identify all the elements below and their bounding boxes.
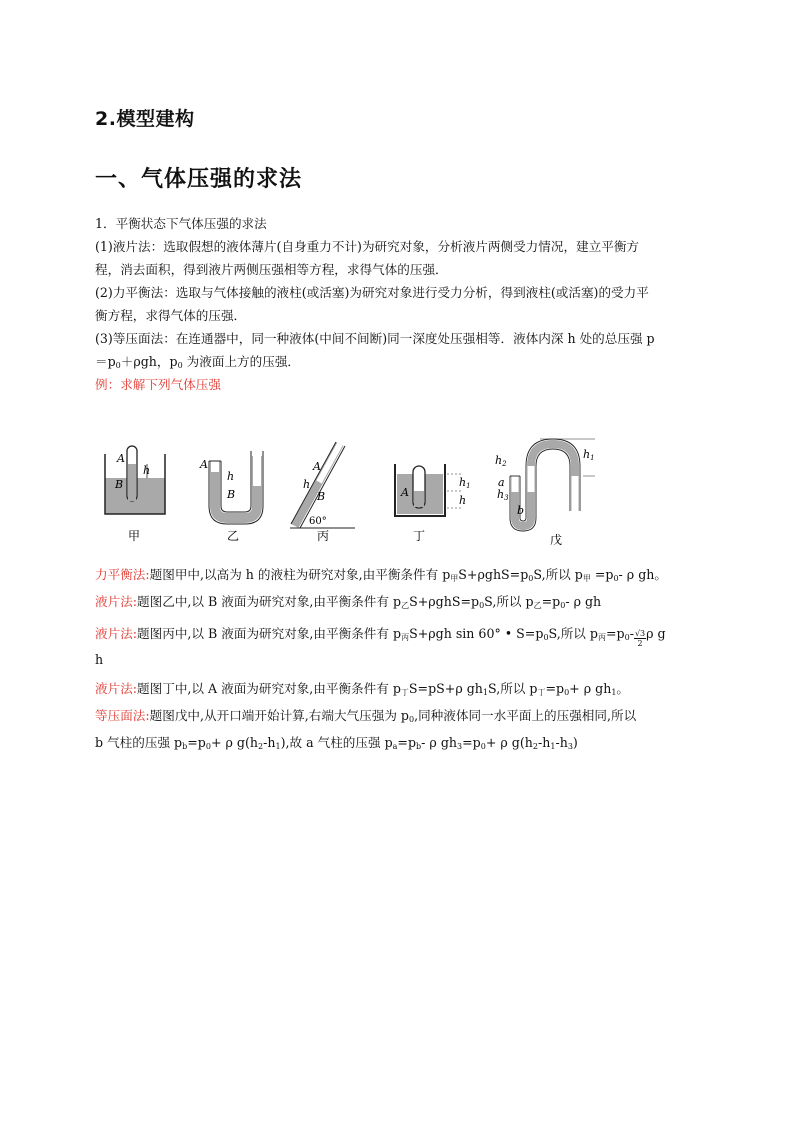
jia-label-b: B xyxy=(115,478,124,491)
figure-bing xyxy=(290,442,355,543)
heading-model-construction: 2.模型建构 xyxy=(95,108,195,130)
jia-caption: 甲 xyxy=(128,529,141,543)
bing-label-angle: 60° xyxy=(309,516,327,527)
figure-ding xyxy=(395,464,471,543)
solution-yi: 液片法:题图乙中,以 B 液面为研究对象,由平衡条件有 $p_乙S+\rho ghS=p_0S$,所以 $p_乙=p_0-$ ρ gh xyxy=(95,594,602,610)
bing-caption: 丙 xyxy=(317,529,330,543)
wu-label-a: a xyxy=(498,476,505,489)
ding-label-h1: h1 xyxy=(459,476,471,490)
wu-label-h1: h1 xyxy=(583,448,595,462)
solution-bing-line2: h xyxy=(95,652,104,667)
solution-wu-line2: b 气柱的压强 $p_b=p_0+ \rho$ $g(h_2-h_1)$,故 a 气柱的压强 $p_a=p_b-$ ρ $gh_3=p_0+ \rho$ $g(h_2-h_1-h_3)$ xyxy=(95,735,578,751)
pressure-figures xyxy=(95,436,635,551)
yi-caption: 乙 xyxy=(227,529,240,543)
example-label: 例：求解下列气体压强 xyxy=(95,377,221,392)
figure-yi xyxy=(199,451,263,543)
bing-label-b: B xyxy=(317,490,326,503)
bing-label-h: h xyxy=(303,478,311,491)
solution-ding: 液片法:题图丁中,以 A 液面为研究对象,由平衡条件有 $p_丁S=pS+\rho$ $gh_1S$,所以 $p_丁=p_0+ \rho$ $gh_1$。 xyxy=(95,681,629,697)
heading-gas-pressure: 一、气体压强的求法 xyxy=(95,167,303,192)
ding-label-h: h xyxy=(459,494,467,507)
solution-jia: 力平衡法:题图甲中,以高为 h 的液柱为研究对象,由平衡条件有 $p_甲S+\rho ghS=p_0S$,所以 $p_甲 =p_0-$ ρ gh。 xyxy=(95,567,667,583)
sqrt3-over-2-fraction: $\frac{√3}{2}$ xyxy=(634,629,646,648)
intro-p2-line1: (2)力平衡法：选取与气体接触的液柱(或活塞)为研究对象进行受力分析，得到液柱(或活塞)的受力平 xyxy=(95,285,649,300)
intro-p3-line2: $=p_0+\rho gh$，$p_0$ 为液面上方的压强． xyxy=(95,354,301,370)
intro-p1-line2: 程，消去面积，得到液片两侧压强相等方程，求得气体的压强． xyxy=(95,262,448,277)
wu-label-b: b xyxy=(517,504,525,517)
intro-p2-line2: 衡方程，求得气体的压强． xyxy=(95,308,247,323)
yi-label-b: B xyxy=(227,488,236,501)
solution-wu: 等压面法:题图戊中,从开口端开始计算,右端大气压强为 $p_0$,同种液体同一水平面上的压强相同,所以 xyxy=(95,708,637,724)
figure-jia xyxy=(105,446,165,543)
wu-label-h3: h3 xyxy=(497,488,509,502)
jia-label-h: h xyxy=(143,464,151,477)
intro-p3-line1: (3)等压面法：在连通器中，同一种液体(中间不间断)同一深度处压强相等．液体内深 h 处的总压强 p xyxy=(95,331,655,346)
jia-label-a: A xyxy=(117,452,125,465)
yi-label-a: A xyxy=(200,458,208,471)
intro-subtitle: 1．平衡状态下气体压强的求法 xyxy=(95,216,267,231)
wu-label-h2: h2 xyxy=(495,454,507,468)
yi-label-h: h xyxy=(227,470,235,483)
ding-label-a: A xyxy=(401,486,409,499)
ding-caption: 丁 xyxy=(413,529,426,543)
figure-wu xyxy=(495,439,595,547)
wu-caption: 戊 xyxy=(550,533,563,547)
bing-label-a: A xyxy=(313,460,321,473)
solution-bing: 液片法:题图丙中,以 B 液面为研究对象,由平衡条件有 $p_丙S+\rho gh$ sin 60° • $S=p_0S$,所以 $p_丙=p_0-$ $\frac{√3}{2}$ ρ g xyxy=(95,626,666,648)
intro-p1-line1: (1)液片法：选取假想的液体薄片(自身重力不计)为研究对象，分析液片两侧受力情况，建立平衡方 xyxy=(95,239,640,254)
